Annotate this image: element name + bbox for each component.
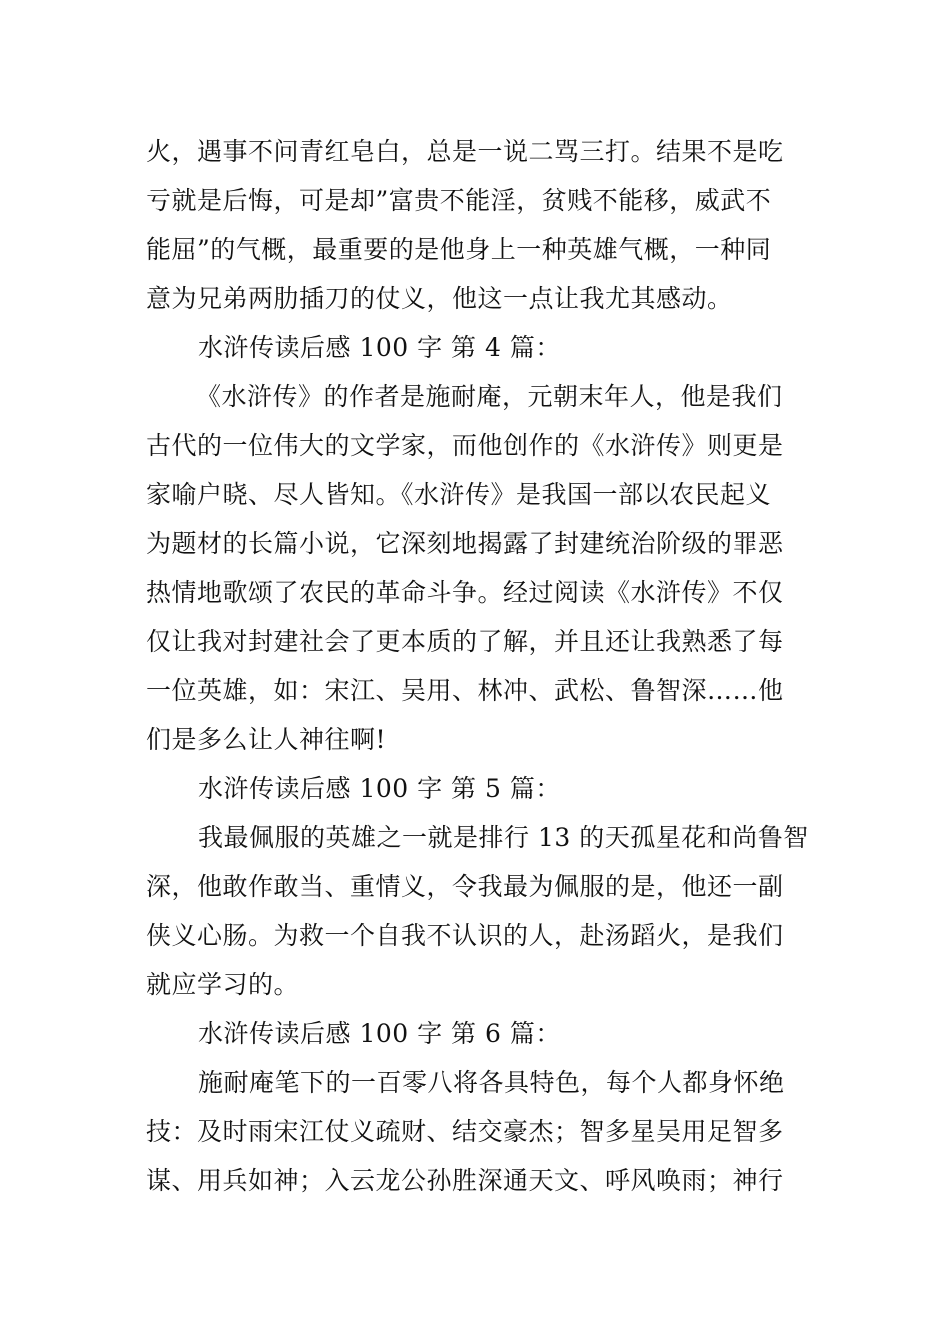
paragraph-line: 施耐庵笔下的一百零八将各具特色，每个人都身怀绝 xyxy=(198,1068,785,1097)
paragraph-line: 技：及时雨宋江仗义疏财、结交豪杰；智多星吴用足智多 xyxy=(146,1117,784,1146)
paragraph-line: 侠义心肠。为救一个自我不认识的人，赴汤蹈火，是我们 xyxy=(146,921,784,950)
paragraph-line: 古代的一位伟大的文学家，而他创作的《水浒传》则更是 xyxy=(146,431,784,460)
paragraph-line: 们是多么让人神往啊! xyxy=(146,725,387,754)
paragraph-line: 《水浒传》的作者是施耐庵，元朝末年人，他是我们 xyxy=(196,382,783,411)
paragraph-line: 就应学习的。 xyxy=(146,970,300,999)
document-body xyxy=(146,127,809,1205)
section-heading: 水浒传读后感 100 字 第 6 篇： xyxy=(198,1019,561,1048)
paragraph-line: 深，他敢作敢当、重情义，令我最为佩服的是，他还一副 xyxy=(146,872,784,901)
paragraph-line: 亏就是后悔，可是却”富贵不能淫，贫贱不能移，威武不 xyxy=(146,186,772,215)
paragraph-line: 意为兄弟两肋插刀的仗义，他这一点让我尤其感动。 xyxy=(146,284,733,313)
paragraph-line: 我最佩服的英雄之一就是排行 13 的天孤星花和尚鲁智 xyxy=(198,823,809,852)
paragraph-line: 仅让我对封建社会了更本质的了解，并且还让我熟悉了每 xyxy=(146,627,784,656)
section-heading: 水浒传读后感 100 字 第 5 篇： xyxy=(198,774,561,803)
section-heading: 水浒传读后感 100 字 第 4 篇： xyxy=(198,333,561,362)
paragraph-line: 为题材的长篇小说，它深刻地揭露了封建统治阶级的罪恶 xyxy=(146,529,784,558)
paragraph-line: 一位英雄，如：宋江、吴用、林冲、武松、鲁智深……他 xyxy=(146,676,784,705)
paragraph-line: 火，遇事不问青红皂白，总是一说二骂三打。结果不是吃 xyxy=(146,137,784,166)
paragraph-line: 能屈”的气概，最重要的是他身上一种英雄气概，一种同 xyxy=(146,235,772,264)
paragraph-line: 热情地歌颂了农民的革命斗争。经过阅读《水浒传》不仅 xyxy=(146,578,784,607)
paragraph-line: 家喻户晓、尽人皆知。《水浒传》是我国一部以农民起义 xyxy=(146,480,772,509)
paragraph-line: 谋、用兵如神；入云龙公孙胜深通天文、呼风唤雨；神行 xyxy=(146,1166,784,1195)
